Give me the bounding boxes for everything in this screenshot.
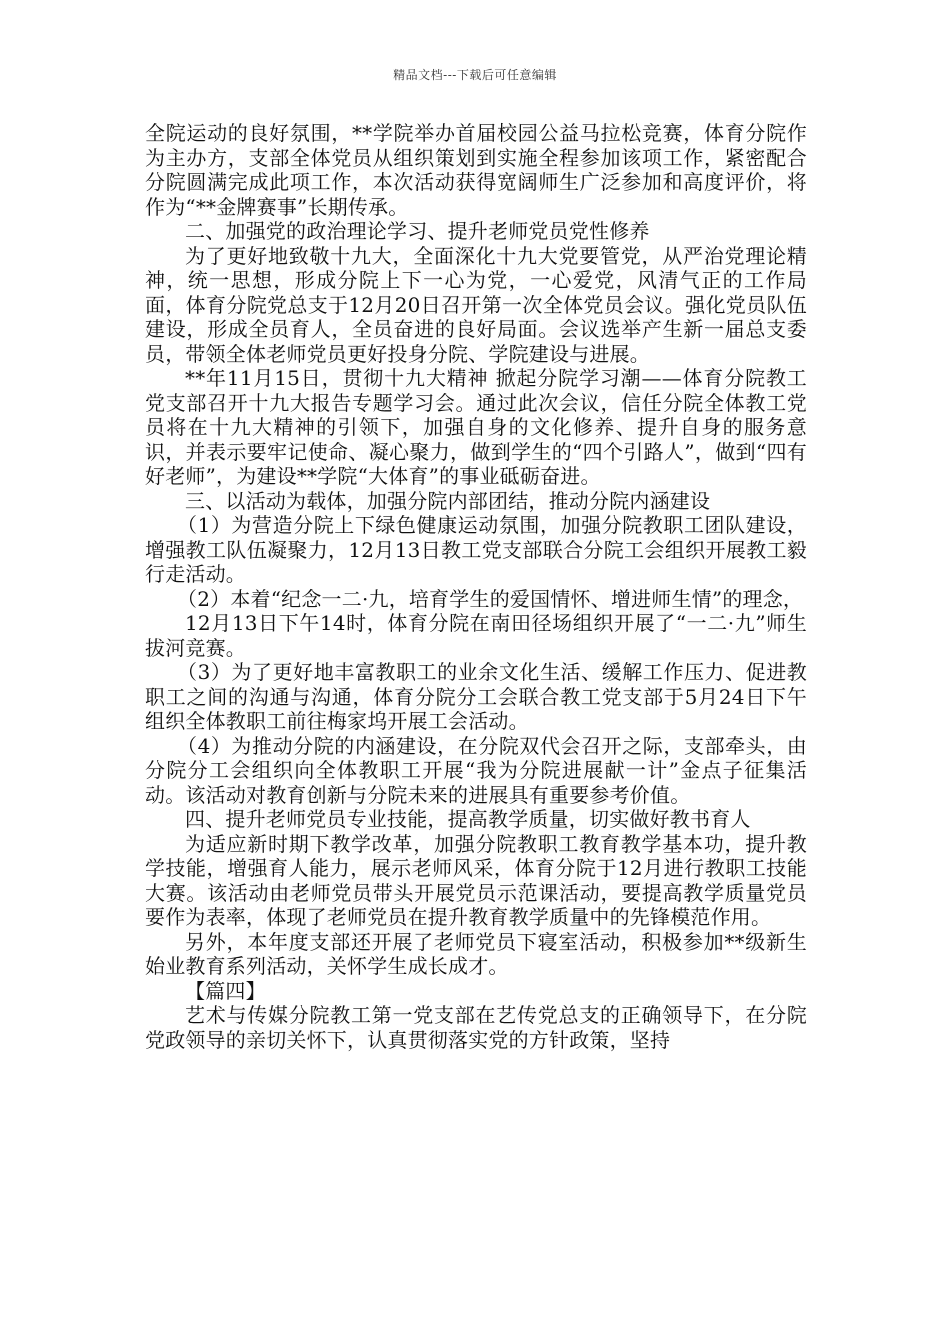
- section-heading-4: 四、提升老师党员专业技能，提高教学质量，切实做好教书育人: [185, 807, 751, 831]
- paragraph-art-media-branch: 艺术与传媒分院教工第一党支部在艺传党总支的正确领导下，在分院党政领导的亲切关怀下，认真贯彻落实党的方针政策，坚持: [145, 1003, 807, 1052]
- paragraph-skills-contest: 为适应新时期下教学改革，加强分院教职工教育教学基本功，提升教学技能，增强育人能力，展示老师风采，体育分院于12月进行教职工技能大赛。该活动由老师党员带头开展党员示范课活动，要提高教学质量党员要作为表率，体现了老师党员在提升教育教学质量中的先锋模范作用。: [145, 831, 807, 929]
- page-header: 精品文档---下载后可任意编辑: [393, 68, 557, 82]
- list-item-1: （1）为营造分院上下绿色健康运动氛围，加强分院教职工团队建设，增强教工队伍凝聚力，12月13日教工党支部联合分院工会组织开展教工毅行走活动。: [145, 513, 807, 586]
- paragraph-study-session: **年11月15日，贯彻十九大精神 掀起分院学习潮——体育分院教工党支部召开十九大报告专题学习会。通过此次会议，信任分院全体教工党员将在十九大精神的引领下，加强自身的文化修养、提升自身的服务意识，并表示要牢记使命、凝心聚力，做到学生的“四个引路人”，做到“四有好老师”，为建设**学院“大体育”的事业砥砺奋进。: [145, 366, 807, 488]
- list-item-3: （3）为了更好地丰富教职工的业余文化生活、缓解工作压力、促进教职工之间的沟通与沟通，体育分院分工会联合教工党支部于5月24日下午组织全体教职工前往梅家坞开展工会活动。: [145, 660, 807, 733]
- section-heading-3: 三、以活动为载体，加强分院内部团结，推动分院内涵建设: [185, 488, 711, 513]
- paragraph-tug-of-war: 12月13日下午14时，体育分院在南田径场组织开展了“一二·九”师生拔河竞赛。: [145, 611, 807, 660]
- section-heading-2: 二、加强党的政治理论学习、提升老师党员党性修养: [185, 219, 650, 243]
- document-body: [145, 121, 807, 1052]
- paragraph-dormitory-activity: 另外，本年度支部还开展了老师党员下寝室活动，积极参加**级新生始业教育系列活动，关怀学生成长成才。: [145, 929, 807, 978]
- article-heading-4: 【篇四】: [185, 978, 266, 1003]
- list-item-2: （2）本着“纪念一二·九，培育学生的爱国情怀、增进师生情”的理念，: [177, 586, 804, 611]
- list-item-4: （4）为推动分院的内涵建设，在分院双代会召开之际，支部牵头，由分院分工会组织向全体教职工开展“我为分院进展献一计”金点子征集活动。该活动对教育创新与分院未来的进展具有重要参考价值。: [145, 733, 807, 807]
- paragraph-continued-marathon: 全院运动的良好氛围，**学院举办首届校园公益马拉松竞赛，体育分院作为主办方，支部全体党员从组织策划到实施全程参加该项工作，紧密配合分院圆满完成此项工作，本次活动获得宽阔师生广泛参加和高度评价，将作为“**金牌赛事”长期传承。: [145, 121, 807, 219]
- paragraph-party-meeting: 为了更好地致敬十九大，全面深化十九大党要管党，从严治党理论精神，统一思想，形成分院上下一心为党，一心爱党，风清气正的工作局面，体育分院党总支于12月20日召开第一次全体党员会议。强化党员队伍建设，形成全员育人，全员奋进的良好局面。会议选举产生新一届总支委员，带领全体老师党员更好投身分院、学院建设与进展。: [145, 243, 807, 366]
